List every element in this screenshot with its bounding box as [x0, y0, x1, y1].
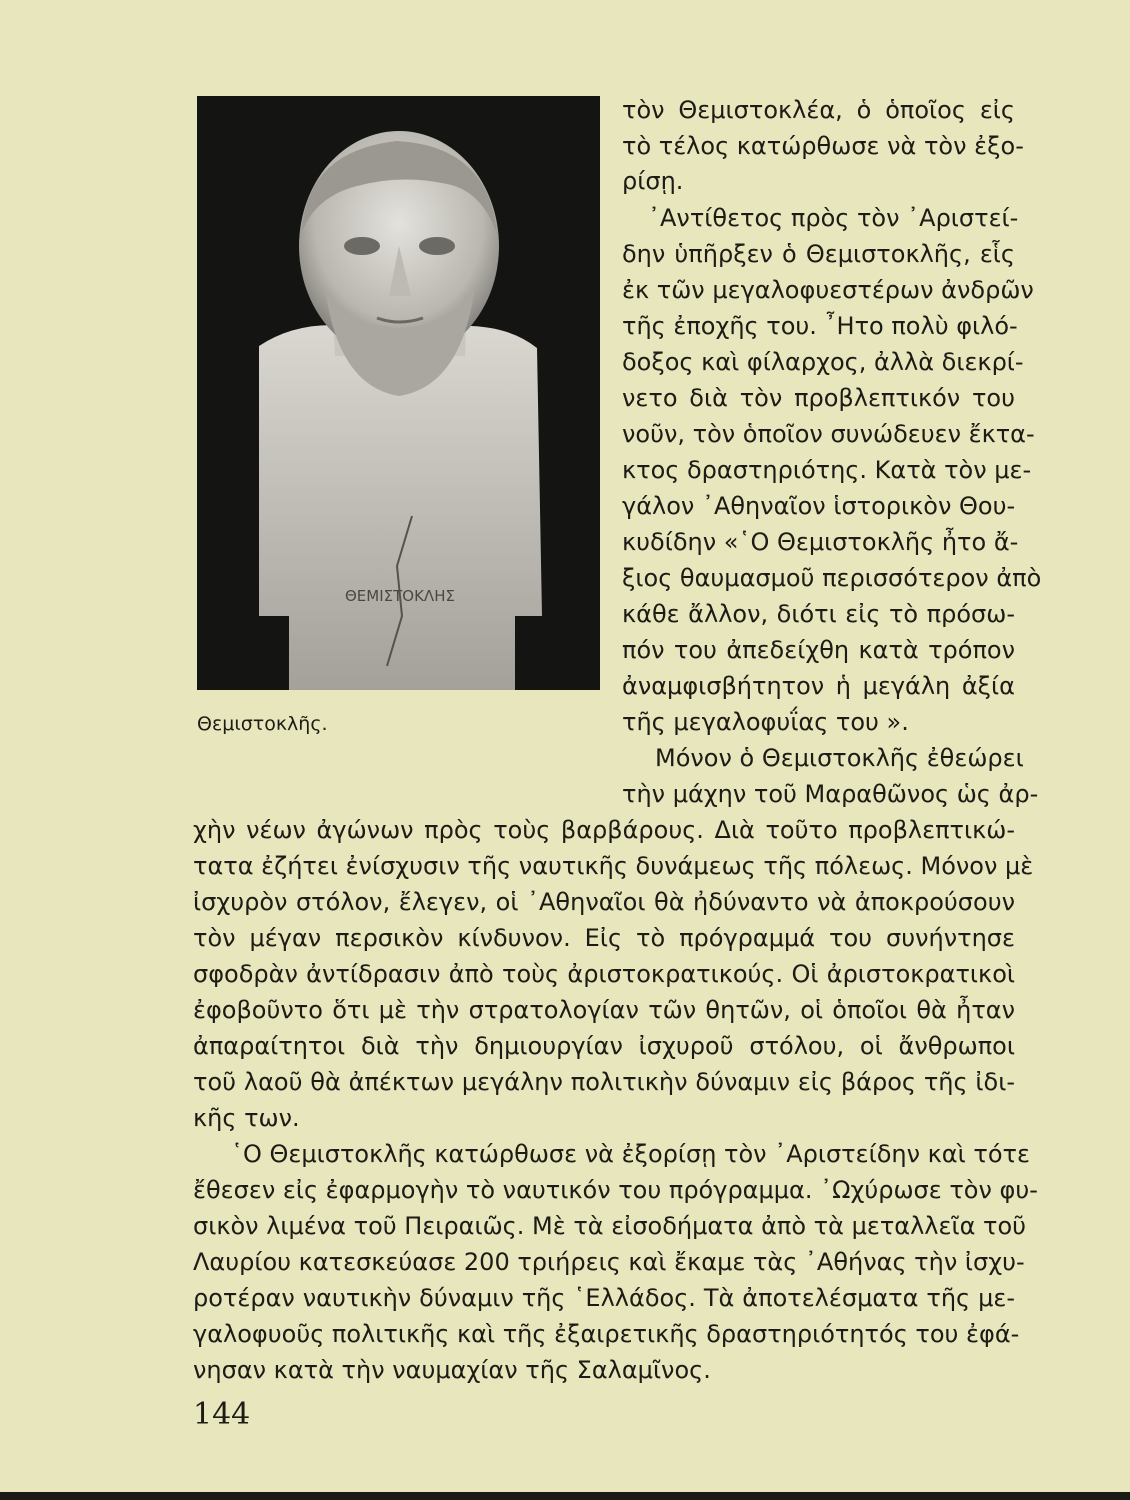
text-line: τῆς ἐποχῆς του. ῏Ητο πολὺ φιλό-: [622, 312, 1018, 340]
text-line: ἐφοβοῦντο ὅτι μὲ τὴν στρατολογίαν τῶν θητῶν, οἱ ὁποῖοι θὰ ἦταν: [193, 996, 1015, 1024]
text-line: ἐκ τῶν μεγαλοφυεστέρων ἀνδρῶν: [622, 276, 1034, 304]
text-line: κτος δραστηριότης. Κατὰ τὸν με-: [622, 456, 1032, 484]
text-line: κῆς των.: [193, 1104, 300, 1132]
text-line: τατα ἐζήτει ἐνίσχυσιν τῆς ναυτικῆς δυνάμεως τῆς πόλεως. Μόνον μὲ: [193, 852, 1034, 880]
text-line: Λαυρίου κατεσκεύασε 200 τριήρεις καὶ ἔκαμε τὰς ᾿Αθήνας τὴν ἰσχυ-: [193, 1248, 1025, 1276]
text-line: ροτέραν ναυτικὴν δύναμιν τῆς ῾Ελλάδος. Τὰ ἀποτελέσματα τῆς με-: [193, 1284, 1015, 1312]
text-line: ᾿Αντίθετος πρὸς τὸν ᾿Αριστεί-: [648, 204, 1019, 232]
text-line: τοῦ λαοῦ θὰ ἀπέκτων μεγάλην πολιτικὴν δύναμιν εἰς βάρος τῆς ἰδι-: [193, 1068, 1015, 1096]
text-line: κάθε ἄλλον, διότι εἰς τὸ πρόσω-: [622, 600, 1015, 628]
page-number: 144: [193, 1397, 251, 1432]
bust-image: [197, 96, 600, 690]
text-line: γάλον ᾿Αθηναῖον ἱστορικὸν Θου-: [622, 492, 1016, 520]
text-line: ἔθεσεν εἰς ἐφαρμογὴν τὸ ναυτικόν του πρόγραμμα. ᾿Ωχύρωσε τὸν φυ-: [193, 1176, 1038, 1204]
text-line: τὸν Θεμιστοκλέα, ὁ ὁποῖος εἰς: [622, 96, 1015, 124]
text-line: γαλοφυοῦς πολιτικῆς καὶ τῆς ἐξαιρετικῆς δραστηριότητός του ἐφά-: [193, 1320, 1020, 1348]
bust-photo: [197, 96, 600, 690]
text-line: Μόνον ὁ Θεμιστοκλῆς ἐθεώρει: [655, 744, 1024, 772]
text-line: σικὸν λιμένα τοῦ Πειραιῶς. Μὲ τὰ εἰσοδήματα ἀπὸ τὰ μεταλλεῖα τοῦ: [193, 1212, 1027, 1240]
scan-edge: [0, 1492, 1130, 1500]
bust-inscription: ΘΕΜΙΣΤΟΚΛΗΣ: [345, 587, 455, 605]
text-line: νησαν κατὰ τὴν ναυμαχίαν τῆς Σαλαμῖνος.: [193, 1356, 711, 1384]
text-line: δην ὑπῆρξεν ὁ Θεμιστοκλῆς, εἷς: [622, 240, 1015, 268]
text-line: ξιος θαυμασμοῦ περισσότερον ἀπὸ: [622, 564, 1042, 592]
text-line: χὴν νέων ἀγώνων πρὸς τοὺς βαρβάρους. Διὰ τοῦτο προβλεπτικώ-: [193, 816, 1015, 844]
text-line: κυδίδην «῾Ο Θεμιστοκλῆς ἦτο ἄ-: [622, 528, 1019, 556]
text-line: τῆς μεγαλοφυΐας του ».: [622, 708, 909, 736]
text-line: ἀπαραίτητοι διὰ τὴν δημιουργίαν ἰσχυροῦ στόλου, οἱ ἄνθρωποι: [193, 1032, 1015, 1060]
text-line: ῾Ο Θεμιστοκλῆς κατώρθωσε νὰ ἐξορίσῃ τὸν ᾿Αριστείδην καὶ τότε: [231, 1140, 1030, 1168]
text-line: τὸ τέλος κατώρθωσε νὰ τὸν ἐξο-: [622, 132, 1024, 160]
text-line: ρίσῃ.: [622, 167, 684, 195]
text-line: πόν του ἀπεδείχθη κατὰ τρόπον: [622, 636, 1015, 664]
text-line: σφοδρὰν ἀντίδρασιν ἀπὸ τοὺς ἀριστοκρατικούς. Οἱ ἀριστοκρατικοὶ: [193, 960, 1015, 988]
figure-caption: Θεμιστοκλῆς.: [197, 713, 328, 735]
text-line: νοῦν, τὸν ὁποῖον συνώδευεν ἔκτα-: [622, 420, 1035, 448]
text-line: τὴν μάχην τοῦ Μαραθῶνος ὡς ἀρ-: [622, 780, 1039, 808]
text-line: νετο διὰ τὸν προβλεπτικόν του: [622, 384, 1015, 412]
text-line: ἀναμφισβήτητον ἡ μεγάλη ἀξία: [622, 672, 1015, 700]
text-line: ἰσχυρὸν στόλον, ἔλεγεν, οἱ ᾿Αθηναῖοι θὰ ἠδύναντο νὰ ἀποκρούσουν: [193, 888, 1015, 916]
text-line: τὸν μέγαν περσικὸν κίνδυνον. Εἰς τὸ πρόγραμμά του συνήντησε: [193, 924, 1015, 952]
text-line: δοξος καὶ φίλαρχος, ἀλλὰ διεκρί-: [622, 348, 1024, 376]
